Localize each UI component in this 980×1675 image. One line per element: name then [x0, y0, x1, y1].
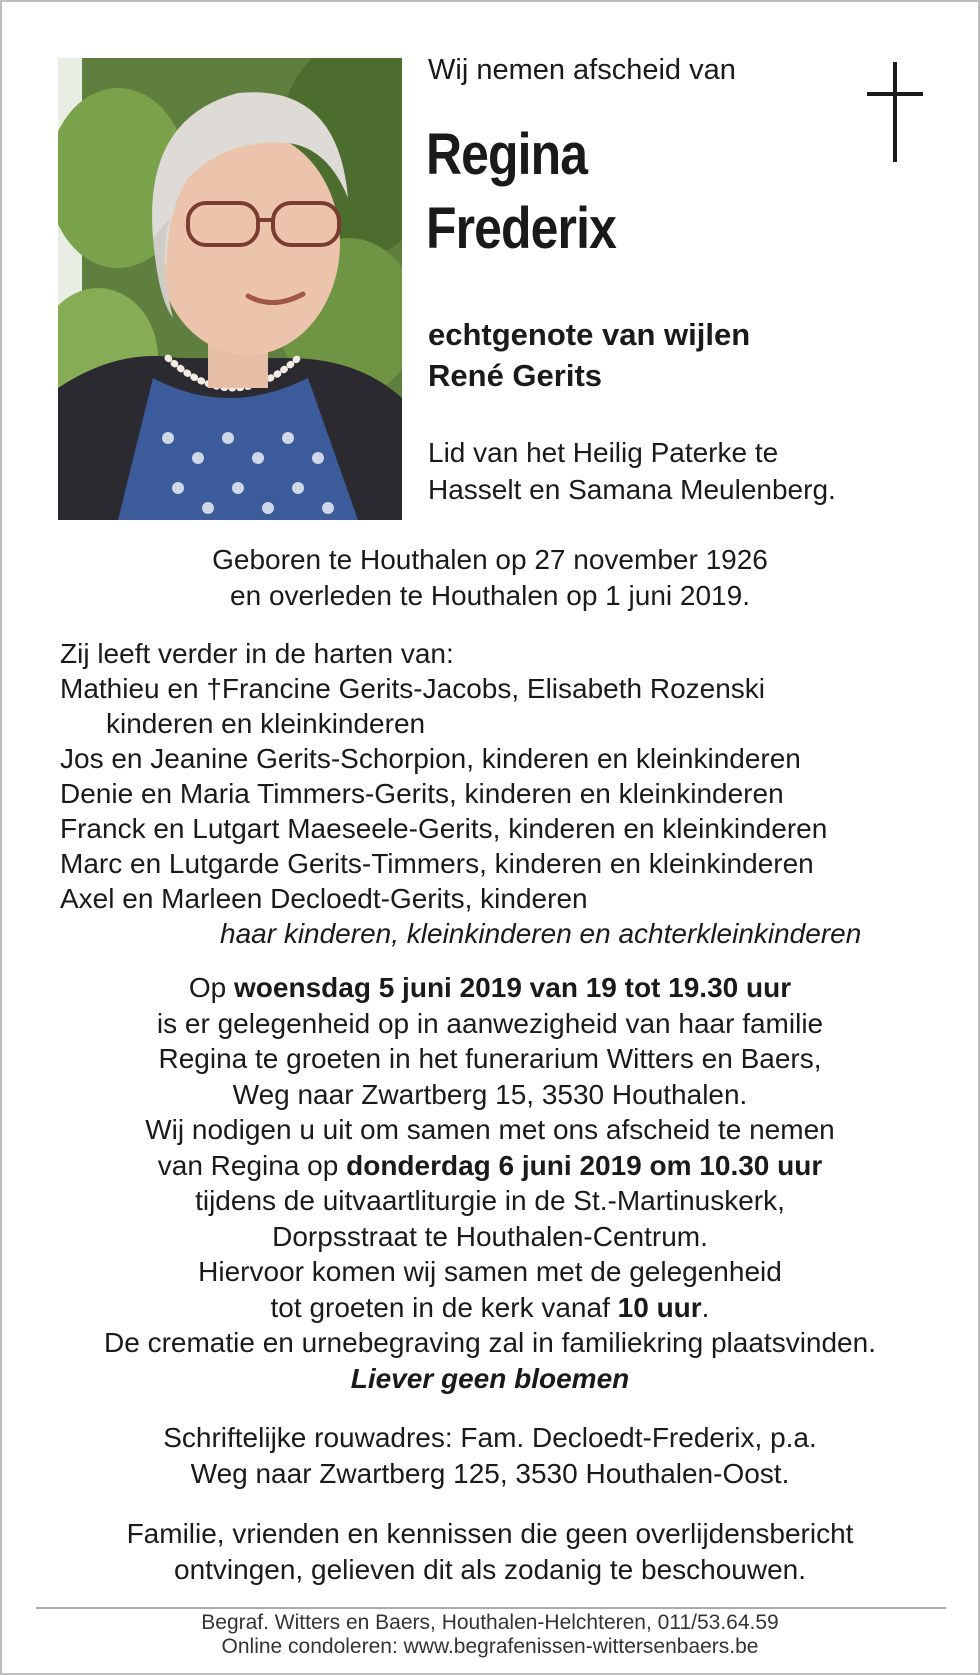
funeral-home-info: Begraf. Witters en Baers, Houthalen-Helchteren, 011/53.64.59 [201, 1611, 779, 1634]
ceremony-line: Dorpsstraat te Houthalen-Centrum. [272, 1220, 708, 1252]
birth-death-info [2, 542, 978, 614]
birth-line: Geboren te Houthalen op 27 november 1926 [212, 544, 768, 575]
condolence-address [2, 1420, 978, 1492]
survivor-line: Axel en Marleen Decloedt-Gerits, kinderen [60, 883, 588, 914]
survivors-list [60, 636, 861, 951]
ceremony-line: Wij nodigen u uit om samen met ons afscheid te nemen [145, 1114, 835, 1145]
membership-line-2: Hasselt en Samana Meulenberg. [428, 474, 836, 505]
no-flowers-note: Liever geen bloemen [350, 1362, 630, 1394]
funeral-date-line: van Regina op donderdag 6 juni 2019 om 10.30 uur [157, 1149, 823, 1181]
membership-info [428, 434, 836, 508]
ceremony-line: Regina te groeten in het funerarium Witters en Baers, [158, 1043, 822, 1074]
survivors-summary: haar kinderen, kleinkinderen en achterkleinkinderen [220, 918, 862, 949]
notice-line-2: ontvingen, gelieven dit als zodanig te beschouwen. [174, 1554, 806, 1585]
visitation-line: Op woensdag 5 juni 2019 van 19 tot 19.30 uur [188, 972, 792, 1003]
last-name: Frederix [426, 196, 616, 261]
footer [2, 1611, 978, 1659]
survivor-line: Marc en Lutgarde Gerits-Timmers, kinderen en kleinkinderen [60, 848, 814, 879]
footer-divider [36, 1607, 946, 1609]
ceremony-line: Weg naar Zwartberg 15, 3530 Houthalen. [232, 1078, 748, 1110]
survivor-line: kinderen en kleinkinderen [106, 708, 426, 739]
cross-icon [867, 62, 923, 162]
ceremony-info [2, 970, 978, 1396]
notice-line-1: Familie, vrienden en kennissen die geen overlijdensbericht [126, 1518, 854, 1549]
spouse-line-1: echtgenote van wijlen [428, 317, 751, 352]
survivor-line: Denie en Maria Timmers-Gerits, kinderen en kleinkinderen [60, 778, 784, 809]
portrait-photo [58, 58, 402, 520]
ceremony-line: Hiervoor komen wij samen met de gelegenheid [198, 1256, 782, 1287]
deceased-cross-glyph: † [206, 673, 222, 704]
greeting-time-line: tot groeten in de kerk vanaf 10 uur. [270, 1291, 710, 1323]
notification-note [2, 1516, 978, 1588]
deceased-name [426, 118, 616, 266]
address-line-2: Weg naar Zwartberg 125, 3530 Houthalen-Oost. [190, 1458, 790, 1489]
survivor-line: Jos en Jeanine Gerits-Schorpion, kinderen en kleinkinderen [60, 743, 801, 774]
online-condolence-link[interactable]: Online condoleren: www.begrafenissen-wittersenbaers.be [221, 1635, 759, 1658]
membership-line-1: Lid van het Heilig Paterke te [428, 437, 779, 468]
death-line: en overleden te Houthalen op 1 juni 2019. [230, 580, 750, 611]
ceremony-line: is er gelegenheid op in aanwezigheid van haar familie [156, 1007, 824, 1039]
address-line-1: Schriftelijke rouwadres: Fam. Decloedt-Frederix, p.a. [163, 1422, 817, 1453]
first-name: Regina [426, 122, 588, 187]
intro-text: Wij nemen afscheid van [428, 54, 736, 86]
ceremony-line: De crematie en urnebegraving zal in familiekring plaatsvinden. [104, 1327, 876, 1358]
survivor-line: Mathieu en †Francine Gerits-Jacobs, Elisabeth Rozenski [60, 673, 766, 704]
spouse-line-2: René Gerits [428, 358, 603, 393]
spouse-info [428, 314, 750, 396]
ceremony-line: tijdens de uitvaartliturgie in de St.-Martinuskerk, [195, 1185, 785, 1216]
survivor-line: Franck en Lutgart Maeseele-Gerits, kinderen en kleinkinderen [60, 813, 828, 844]
survivors-intro: Zij leeft verder in de harten van: [60, 638, 454, 669]
